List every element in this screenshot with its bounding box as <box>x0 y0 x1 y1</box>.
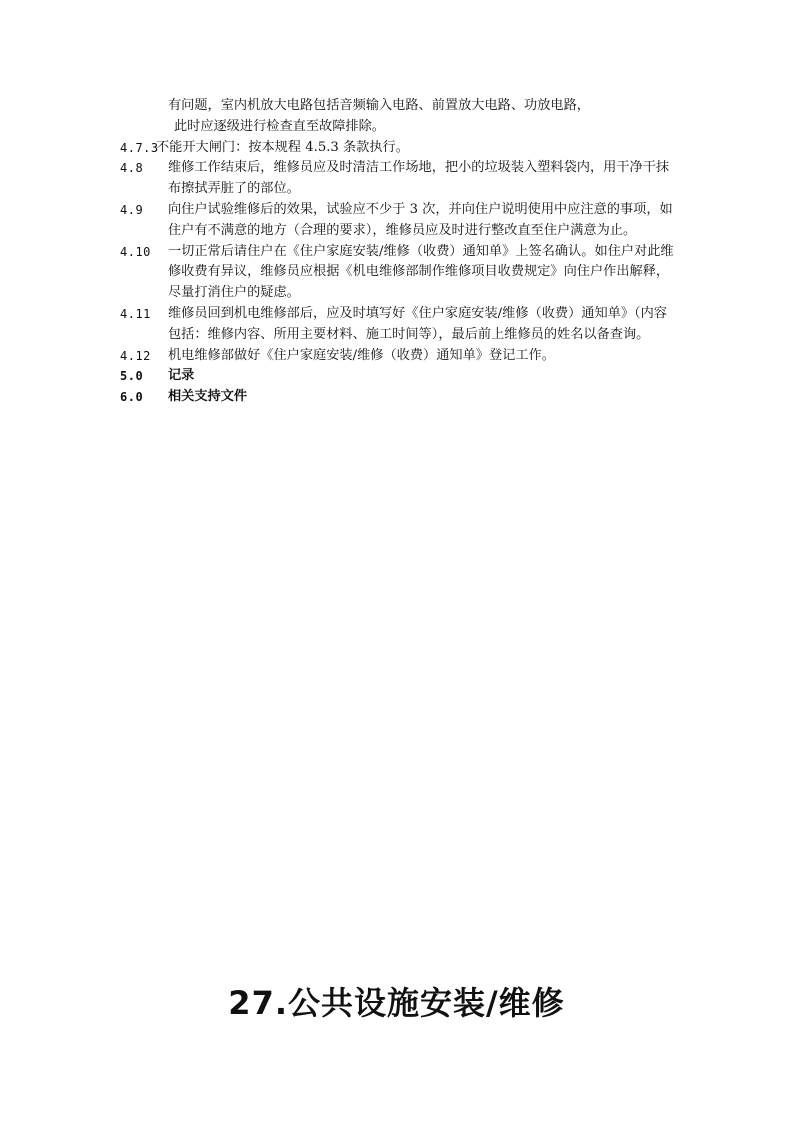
continuation-paragraph <box>120 96 680 138</box>
section-heading: 相关支持文件 <box>168 389 248 405</box>
continuation-line-2: 此时应逐级进行检查直至故障排除。 <box>174 118 385 134</box>
clause-text: 维修员回到机电维修部后，应及时填写好《住户家庭安装/维修（收费）通知单》（内容包括：维修内容、所用主要材料、施工时间等），最后前上维修员的姓名以备查询。 <box>168 305 667 342</box>
clause-text: 机电维修部做好《住户家庭安装/维修（收费）通知单》登记工作。 <box>168 347 555 363</box>
clause-4-7-3 <box>120 138 680 159</box>
section-number: 5.0 <box>120 369 144 384</box>
section-6-0 <box>120 387 680 408</box>
clause-number: 4.10 <box>120 244 151 259</box>
clause-4-9 <box>120 200 680 242</box>
clause-number: 4.12 <box>120 348 151 363</box>
next-chapter-title: 27.公共设施安装/维修 <box>228 984 565 1022</box>
clause-number: 4.11 <box>120 306 151 321</box>
clause-4-12 <box>120 346 680 367</box>
clause-4-8 <box>120 158 680 200</box>
section-number: 6.0 <box>120 390 144 405</box>
clause-text: 一切正常后请住户在《住户家庭安装/维修（收费）通知单》上签名确认。如住户对此维修收费有异议，维修员应根据《机电维修部制作维修项目收费规定》向住户作出解释，尽量打消住户的疑虑。 <box>168 243 674 301</box>
continuation-line-1: 有问题，室内机放大电路包括音频输入电路、前置放大电路、功放电路， <box>168 98 590 113</box>
clause-number: 4.8 <box>120 161 144 176</box>
clause-number: 4.7.3 <box>120 140 159 155</box>
section-5-0 <box>120 366 680 387</box>
document-body <box>120 96 680 408</box>
clause-number: 4.9 <box>120 202 144 217</box>
clause-4-11 <box>120 304 680 346</box>
clause-4-10 <box>120 242 680 304</box>
clause-text: 向住户试验维修后的效果，试验应不少于 3 次，并向住户说明使用中应注意的事项，如住户有不满意的地方（合理的要求），维修员应及时进行整改直至住户满意为止。 <box>168 201 673 238</box>
section-heading: 记录 <box>168 368 195 384</box>
clause-text: 不能开大闸门：按本规程 4.5.3 条款执行。 <box>156 139 409 155</box>
clause-text: 维修工作结束后，维修员应及时清洁工作场地，把小的垃圾装入塑料袋内，用干净干抹布擦拭弄脏了的部位。 <box>168 160 670 197</box>
